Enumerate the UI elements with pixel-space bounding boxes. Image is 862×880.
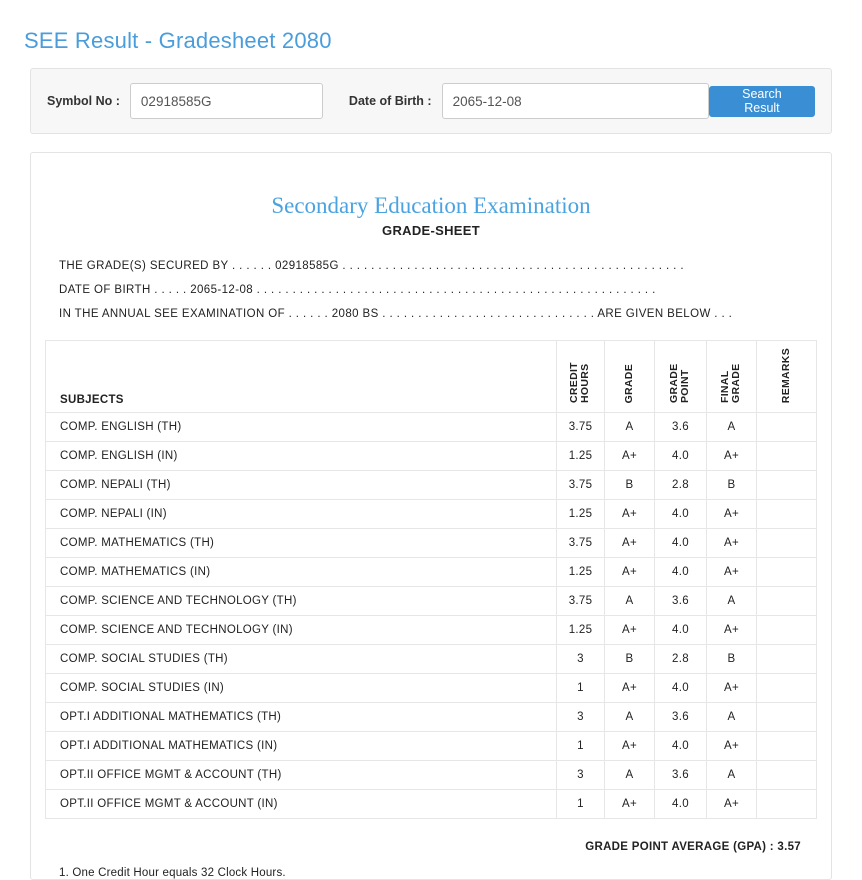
cell-grade: A — [605, 413, 655, 442]
info-line-date-of-birth: DATE OF BIRTH . . . . . 2065-12-08 . . . . . . . . . . . . . . . . . . . . . . . . . . . . . . . . . . . . . . . . . . . . . . . . . . . . . . . . — [59, 284, 656, 296]
cell-grade-point: 4.0 — [655, 500, 707, 529]
cell-credit-hours: 1 — [557, 732, 605, 761]
note-credit-hour: 1. One Credit Hour equals 32 Clock Hours. — [59, 867, 286, 879]
cell-final-grade: A+ — [707, 674, 757, 703]
cell-remarks — [757, 442, 817, 471]
gpa-summary: GRADE POINT AVERAGE (GPA) : 3.57 — [585, 841, 801, 853]
cell-credit-hours: 1.25 — [557, 616, 605, 645]
cell-subject: OPT.I ADDITIONAL MATHEMATICS (TH) — [46, 703, 557, 732]
cell-credit-hours: 1.25 — [557, 442, 605, 471]
cell-grade: A+ — [605, 790, 655, 819]
cell-remarks — [757, 790, 817, 819]
table-row — [46, 645, 817, 674]
column-credit-hours — [557, 341, 605, 413]
gradesheet-table — [45, 340, 817, 819]
cell-remarks — [757, 558, 817, 587]
table-row — [46, 616, 817, 645]
cell-credit-hours: 3.75 — [557, 413, 605, 442]
cell-final-grade: A+ — [707, 529, 757, 558]
cell-credit-hours: 3.75 — [557, 471, 605, 500]
column-subjects: SUBJECTS — [46, 341, 557, 413]
table-row — [46, 674, 817, 703]
cell-subject: OPT.I ADDITIONAL MATHEMATICS (IN) — [46, 732, 557, 761]
cell-remarks — [757, 645, 817, 674]
cell-grade-point: 3.6 — [655, 587, 707, 616]
cell-remarks — [757, 674, 817, 703]
date-of-birth-label: Date of Birth : — [348, 94, 432, 108]
cell-final-grade: A — [707, 761, 757, 790]
search-result-button[interactable]: Search Result — [709, 86, 815, 117]
column-credit-hours-label: CREDIT HOURS — [568, 362, 592, 403]
cell-grade-point: 2.8 — [655, 471, 707, 500]
cell-remarks — [757, 761, 817, 790]
column-remarks — [757, 341, 817, 413]
table-row — [46, 587, 817, 616]
cell-subject: COMP. NEPALI (IN) — [46, 500, 557, 529]
cell-grade-point: 4.0 — [655, 442, 707, 471]
gradesheet-head — [46, 341, 817, 413]
cell-remarks — [757, 471, 817, 500]
cell-remarks — [757, 732, 817, 761]
table-row — [46, 413, 817, 442]
gradesheet-body — [46, 413, 817, 819]
cell-final-grade: A+ — [707, 616, 757, 645]
cell-subject: OPT.II OFFICE MGMT & ACCOUNT (TH) — [46, 761, 557, 790]
cell-grade-point: 4.0 — [655, 790, 707, 819]
column-grade-point-label: GRADE POINT — [668, 363, 692, 403]
cell-grade: A+ — [605, 529, 655, 558]
cell-grade: B — [605, 645, 655, 674]
cell-grade: A+ — [605, 558, 655, 587]
cell-subject: COMP. ENGLISH (IN) — [46, 442, 557, 471]
cell-remarks — [757, 500, 817, 529]
cell-credit-hours: 3 — [557, 703, 605, 732]
cell-credit-hours: 3.75 — [557, 529, 605, 558]
cell-subject: COMP. ENGLISH (TH) — [46, 413, 557, 442]
cell-subject: COMP. SOCIAL STUDIES (IN) — [46, 674, 557, 703]
column-grade-label: GRADE — [622, 363, 635, 403]
cell-credit-hours: 3 — [557, 761, 605, 790]
cell-credit-hours: 3.75 — [557, 587, 605, 616]
cell-grade-point: 3.6 — [655, 761, 707, 790]
cell-grade-point: 4.0 — [655, 616, 707, 645]
column-remarks-label: REMARKS — [779, 347, 792, 403]
cell-subject: COMP. NEPALI (TH) — [46, 471, 557, 500]
cell-grade-point: 4.0 — [655, 558, 707, 587]
cell-credit-hours: 1.25 — [557, 558, 605, 587]
column-final-grade-label: FINAL GRADE — [719, 363, 743, 403]
cell-final-grade: A+ — [707, 442, 757, 471]
cell-grade: A+ — [605, 732, 655, 761]
column-grade-point — [655, 341, 707, 413]
cell-remarks — [757, 703, 817, 732]
cell-credit-hours: 1 — [557, 674, 605, 703]
exam-subtitle: GRADE-SHEET — [382, 223, 480, 238]
cell-final-grade: B — [707, 471, 757, 500]
table-row — [46, 500, 817, 529]
cell-final-grade: A — [707, 703, 757, 732]
cell-grade: A+ — [605, 500, 655, 529]
cell-grade: A — [605, 587, 655, 616]
cell-final-grade: A — [707, 587, 757, 616]
table-row — [46, 471, 817, 500]
cell-subject: COMP. SCIENCE AND TECHNOLOGY (IN) — [46, 616, 557, 645]
table-row — [46, 703, 817, 732]
cell-grade: A — [605, 761, 655, 790]
column-grade — [605, 341, 655, 413]
table-row — [46, 761, 817, 790]
table-row — [46, 442, 817, 471]
cell-final-grade: B — [707, 645, 757, 674]
cell-subject: COMP. MATHEMATICS (TH) — [46, 529, 557, 558]
cell-credit-hours: 1.25 — [557, 500, 605, 529]
cell-subject: COMP. SCIENCE AND TECHNOLOGY (TH) — [46, 587, 557, 616]
cell-grade-point: 4.0 — [655, 529, 707, 558]
cell-final-grade: A+ — [707, 558, 757, 587]
cell-grade: A+ — [605, 616, 655, 645]
cell-remarks — [757, 587, 817, 616]
cell-grade-point: 4.0 — [655, 732, 707, 761]
cell-grade: B — [605, 471, 655, 500]
cell-credit-hours: 3 — [557, 645, 605, 674]
cell-remarks — [757, 616, 817, 645]
cell-grade: A+ — [605, 674, 655, 703]
cell-credit-hours: 1 — [557, 790, 605, 819]
column-final-grade — [707, 341, 757, 413]
table-row — [46, 558, 817, 587]
date-of-birth-input[interactable] — [442, 83, 709, 119]
result-panel — [30, 152, 832, 880]
cell-grade-point: 3.6 — [655, 703, 707, 732]
cell-remarks — [757, 529, 817, 558]
cell-grade-point: 2.8 — [655, 645, 707, 674]
cell-grade: A — [605, 703, 655, 732]
cell-final-grade: A+ — [707, 790, 757, 819]
cell-grade: A+ — [605, 442, 655, 471]
table-header-row — [46, 341, 817, 413]
cell-subject: COMP. MATHEMATICS (IN) — [46, 558, 557, 587]
cell-final-grade: A+ — [707, 732, 757, 761]
symbol-no-label: Symbol No : — [47, 94, 120, 108]
page-title: SEE Result - Gradesheet 2080 — [24, 28, 332, 53]
table-row — [46, 732, 817, 761]
cell-grade-point: 4.0 — [655, 674, 707, 703]
search-panel — [30, 68, 832, 134]
cell-final-grade: A+ — [707, 500, 757, 529]
table-row — [46, 790, 817, 819]
cell-final-grade: A — [707, 413, 757, 442]
info-line-grades-secured-by: THE GRADE(S) SECURED BY . . . . . . 02918585G . . . . . . . . . . . . . . . . . . . . . . . . . . . . . . . . . . . . . . . . . . . . . . . . — [59, 260, 684, 272]
cell-grade-point: 3.6 — [655, 413, 707, 442]
table-row — [46, 529, 817, 558]
exam-title: Secondary Education Examination — [271, 193, 591, 218]
info-line-exam-year: IN THE ANNUAL SEE EXAMINATION OF . . . . . . 2080 BS . . . . . . . . . . . . . . . . . . . . . . . . . . . . . . ARE GIVEN BELOW . . . — [59, 308, 733, 320]
symbol-no-input[interactable] — [130, 83, 323, 119]
cell-remarks — [757, 413, 817, 442]
cell-subject: COMP. SOCIAL STUDIES (TH) — [46, 645, 557, 674]
cell-subject: OPT.II OFFICE MGMT & ACCOUNT (IN) — [46, 790, 557, 819]
